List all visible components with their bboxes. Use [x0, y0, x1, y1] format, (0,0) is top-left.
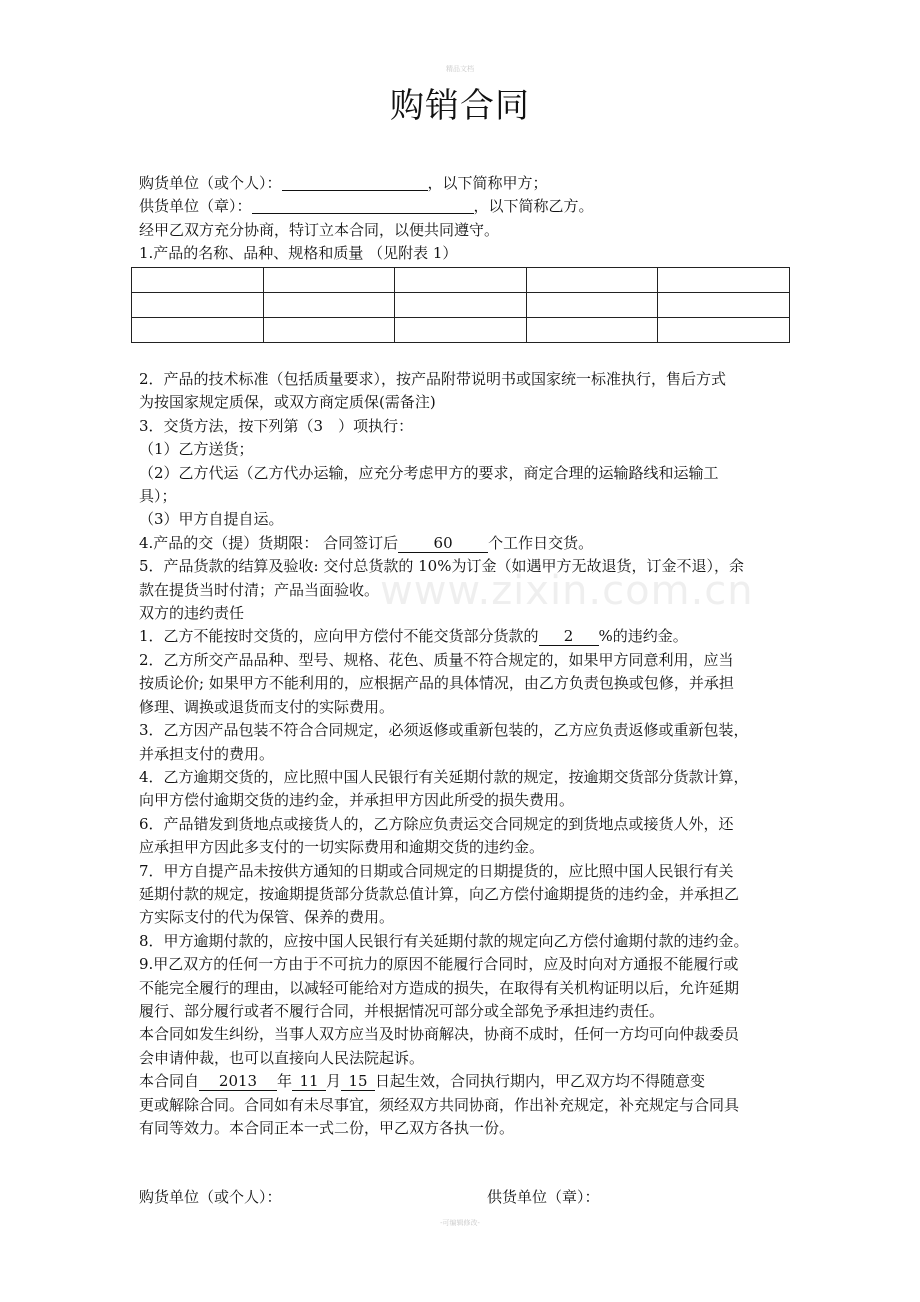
buyer-line	[139, 172, 789, 195]
seller-signature-label: 供货单位（章）：	[487, 1188, 600, 1206]
table-cell	[526, 293, 658, 318]
clause-3-option-2-line-1: （2）乙方代运（乙方代办运输，应充分考虑甲方的要求，商定合理的运输路线和运输工	[139, 463, 719, 482]
effective-month-label: 月	[326, 1072, 342, 1091]
clauses-section	[139, 368, 789, 1140]
breach-8: 8．甲方逾期付款的，应按中国人民银行有关延期付款的规定向乙方偿付逾期付款的违约金。	[139, 931, 749, 950]
breach-4-line-2: 向甲方偿付逾期交货的违约金，并承担甲方因此所受的损失费用。	[139, 791, 575, 810]
breach-3-line-1: 3．乙方因产品包装不符合合同规定，必须返修或重新包装的，乙方应负责返修或重新包装，	[139, 721, 749, 740]
product-spec-table	[131, 267, 790, 343]
agreement-text: 经甲乙双方充分协商，特订立本合同，以便共同遵守。	[139, 220, 500, 239]
table-cell	[395, 293, 527, 318]
effective-day-value: 15	[341, 1072, 375, 1091]
table-cell	[132, 268, 264, 293]
clause-2-line-2: 为按国家规定质保，或双方商定质保(需备注)	[139, 393, 436, 412]
header-note: 精品文档	[446, 65, 474, 73]
table-row	[132, 268, 790, 293]
table-row	[132, 293, 790, 318]
dispute-line-1: 本合同如发生纠纷，当事人双方应当及时协商解决，协商不成时，任何一方均可向仲裁委员	[139, 1025, 740, 1044]
breach-9-line-3: 履行、部分履行或者不履行合同，并根据情况可部分或全部免予承担违约责任。	[139, 1001, 665, 1020]
buyer-signature-label: 购货单位（或个人）：	[139, 1188, 282, 1206]
clause-4-pre: 4.产品的交（提）货期限： 合同签订后	[139, 533, 399, 552]
breach-1-pre: 1．乙方不能按时交货的，应向甲方偿付不能交货部分货款的	[139, 627, 539, 646]
clause-5-line-1: 5．产品货款的结算及验收: 交付总货款的 10%为订金（如遇甲方无故退货，订金不退），余	[139, 557, 744, 576]
delivery-days-value: 60	[398, 534, 488, 553]
seller-blank	[252, 197, 474, 214]
effective-post: 日起生效，合同执行期内，甲乙双方均不得随意变	[375, 1072, 706, 1091]
breach-6-line-2: 应承担甲方因此多支付的一切实际费用和逾期交货的违约金。	[139, 838, 545, 857]
breach-9-line-1: 9.甲乙双方的任何一方由于不可抗力的原因不能履行合同时，应及时向对方通报不能履行或	[139, 955, 739, 974]
clause-3-option-1: （1）乙方送货；	[139, 440, 254, 459]
table-cell	[132, 293, 264, 318]
buyer-suffix: ，以下简称甲方；	[427, 174, 548, 192]
breach-title: 双方的违约责任	[139, 604, 245, 623]
seller-label: 供货单位（章）：	[139, 197, 252, 216]
footer-note: -可编辑修改-	[440, 1219, 480, 1227]
breach-7-line-3: 方实际支付的代为保管、保养的费用。	[139, 908, 395, 927]
breach-2-line-2: 按质论价; 如果甲方不能利用的，应根据产品的具体情况，由乙方负责包换或包修，并承担	[139, 674, 734, 693]
clause-2-line-1: 2．产品的技术标准（包括质量要求），按产品附带说明书或国家统一标准执行，售后方式	[139, 370, 727, 388]
breach-2-line-1: 2．乙方所交产品品种、型号、规格、花色、质量不符合规定的，如果甲方同意利用，应当	[139, 650, 734, 669]
breach-9-line-2: 不能完全履行的理由，以减轻可能给对方造成的损失，在取得有关机构证明以后，允许延期	[139, 978, 740, 997]
clause-4-post: 个工作日交货。	[488, 533, 594, 552]
breach-1-post: %的违约金。	[598, 627, 688, 646]
effective-line-1	[139, 1070, 789, 1093]
table-cell	[526, 268, 658, 293]
breach-6-line-1: 6．产品错发到货地点或接货人的，乙方除应负责运交合同规定的到货地点或接货人外，还	[139, 814, 734, 833]
buyer-blank	[282, 174, 428, 191]
clause-5-line-2: 款在提货当时付清；产品当面验收。	[139, 580, 380, 599]
effective-month-value: 11	[292, 1072, 326, 1091]
watermark: www.zixin.com.cn	[380, 568, 754, 614]
clause-3-option-3: （3）甲方自提自运。	[139, 510, 284, 529]
table-row	[132, 318, 790, 343]
effective-year-label: 年	[277, 1072, 293, 1091]
table-cell	[263, 268, 395, 293]
clause-4	[139, 532, 789, 555]
breach-3-line-2: 并承担支付的费用。	[139, 744, 275, 763]
clause-3-option-2-line-2: 具）；	[139, 487, 177, 506]
effective-year-value: 2013	[199, 1072, 277, 1091]
seller-line	[139, 195, 789, 218]
table-cell	[658, 293, 790, 318]
clause-3: 3．交货方法，按下列第（3 ）项执行：	[139, 416, 414, 435]
effective-line-2: 更或解除合同。合同如有未尽事宜，须经双方共同协商，作出补充规定，补充规定与合同具	[139, 1095, 740, 1114]
table-cell	[658, 318, 790, 343]
breach-7-line-2: 延期付款的规定，按逾期提货部分货款总值计算，向乙方偿付逾期提货的违约金，并承担乙	[139, 884, 740, 903]
document-title: 购销合同	[390, 86, 530, 126]
table-cell	[263, 318, 395, 343]
intro-section	[139, 172, 789, 266]
breach-1	[139, 625, 789, 648]
table-cell	[395, 318, 527, 343]
effective-pre: 本合同自	[139, 1072, 200, 1091]
table-cell	[658, 268, 790, 293]
seller-suffix: ，以下简称乙方。	[473, 197, 594, 216]
table-cell	[395, 268, 527, 293]
breach-2-line-3: 修理、调换或退货而支付的实际费用。	[139, 697, 395, 716]
effective-line-3: 有同等效力。本合同正本一式二份，甲乙双方各执一份。	[139, 1119, 515, 1137]
breach-7-line-1: 7．甲方自提产品未按供方通知的日期或合同规定的日期提货的，应比照中国人民银行有关	[139, 861, 734, 880]
buyer-label: 购货单位（或个人）：	[139, 174, 282, 192]
table-cell	[132, 318, 264, 343]
penalty-percent-value: 2	[539, 627, 599, 646]
breach-4-line-1: 4．乙方逾期交货的，应比照中国人民银行有关延期付款的规定，按逾期交货部分货款计算，	[139, 767, 749, 786]
item1-text: 1.产品的名称、品种、规格和质量 （见附表 1）	[139, 244, 458, 263]
dispute-line-2: 会申请仲裁，也可以直接向人民法院起诉。	[139, 1048, 425, 1067]
table-cell	[526, 318, 658, 343]
table-cell	[263, 293, 395, 318]
